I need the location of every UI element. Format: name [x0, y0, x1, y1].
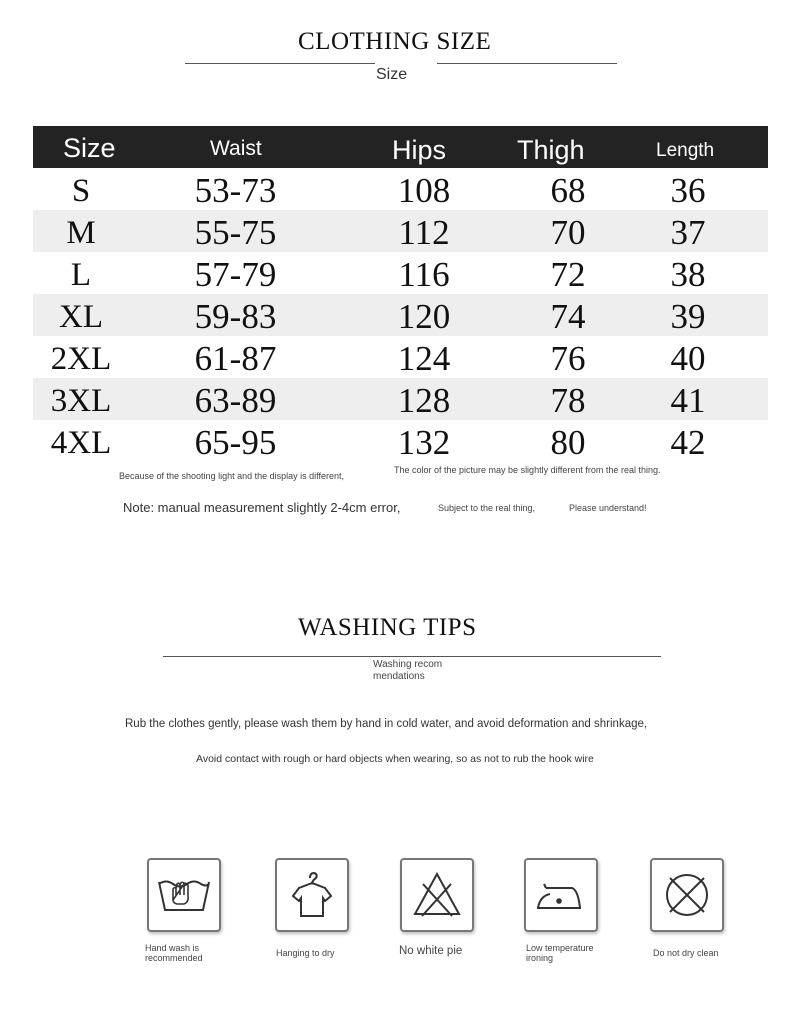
table-row — [33, 378, 768, 420]
light-note: Because of the shooting light and the display is different, — [119, 471, 344, 481]
cell-thigh: 80 — [550, 423, 586, 462]
cell-length: 41 — [670, 381, 706, 420]
cell-hips: 108 — [397, 171, 451, 210]
table-row — [33, 168, 768, 210]
size-section-title: CLOTHING SIZE — [298, 28, 492, 55]
cell-thigh: 68 — [550, 171, 586, 210]
size-section-subtitle: Size — [376, 66, 408, 83]
cell-waist: 65-95 — [194, 423, 277, 462]
cell-waist: 61-87 — [194, 339, 277, 378]
cell-size: 4XL — [50, 425, 112, 461]
cell-waist: 55-75 — [194, 213, 277, 252]
no-dry-clean-label: Do not dry clean — [653, 948, 719, 958]
cell-thigh: 78 — [550, 381, 586, 420]
table-header — [33, 126, 768, 168]
hanging-dry-label: Hanging to dry — [276, 948, 335, 958]
cell-thigh: 72 — [550, 255, 586, 294]
cell-size: XL — [59, 299, 103, 335]
cell-length: 39 — [670, 297, 706, 336]
cell-size: S — [71, 173, 91, 209]
subject-note: Subject to the real thing, — [438, 503, 536, 513]
table-row — [33, 336, 768, 378]
title-rule-right — [437, 63, 617, 64]
cell-hips: 120 — [397, 297, 451, 336]
cell-hips: 132 — [397, 423, 451, 462]
cell-waist: 59-83 — [194, 297, 277, 336]
cell-length: 42 — [670, 423, 706, 462]
cell-length: 36 — [670, 171, 706, 210]
washing-section-subtitle: Washing recom mendations — [373, 659, 443, 682]
table-row — [33, 294, 768, 336]
measurement-note: Note: manual measurement slightly 2-4cm error, — [123, 500, 401, 515]
table-row — [33, 252, 768, 294]
header-size: Size — [63, 133, 116, 163]
washing-tip-1: Rub the clothes gently, please wash them by hand in cold water, and avoid deformation and shrinkage, — [125, 718, 648, 730]
no-dry-clean-icon — [650, 858, 724, 932]
color-note: The color of the picture may be slightly different from the real thing. — [394, 465, 661, 475]
cell-size: 2XL — [50, 341, 112, 377]
header-hips: Hips — [392, 135, 447, 165]
no-bleach-label: No white pie — [399, 945, 463, 957]
washing-title-rule — [163, 656, 661, 657]
cell-length: 38 — [670, 255, 706, 294]
header-thigh: Thigh — [517, 135, 585, 165]
cell-thigh: 76 — [550, 339, 586, 378]
low-temp-iron-icon — [524, 858, 598, 932]
cell-hips: 124 — [397, 339, 451, 378]
cell-hips: 116 — [398, 255, 450, 294]
cell-thigh: 70 — [550, 213, 586, 252]
cell-hips: 128 — [397, 381, 451, 420]
hanging-dry-icon — [275, 858, 349, 932]
cell-waist: 53-73 — [194, 171, 277, 210]
cell-length: 37 — [670, 213, 706, 252]
cell-length: 40 — [670, 339, 706, 378]
cell-size: L — [70, 257, 92, 293]
cell-hips: 112 — [398, 213, 450, 252]
cell-waist: 63-89 — [194, 381, 277, 420]
cell-waist: 57-79 — [194, 255, 277, 294]
washing-tip-2: Avoid contact with rough or hard objects when wearing, so as not to rub the hook wire — [196, 753, 594, 765]
cell-thigh: 74 — [550, 297, 586, 336]
low-temp-iron-label: Low temperature ironing — [526, 943, 594, 963]
cell-size: 3XL — [50, 383, 112, 419]
hand-wash-icon — [147, 858, 221, 932]
washing-section-title: WASHING TIPS — [298, 614, 477, 641]
header-length: Length — [656, 140, 715, 161]
cell-size: M — [66, 215, 96, 251]
hand-wash-label: Hand wash is recommended — [145, 943, 203, 963]
header-waist: Waist — [210, 137, 262, 160]
understand-note: Please understand! — [569, 503, 647, 513]
no-bleach-icon — [400, 858, 474, 932]
table-row — [33, 210, 768, 252]
title-rule-left — [185, 63, 375, 64]
table-row — [33, 420, 768, 462]
